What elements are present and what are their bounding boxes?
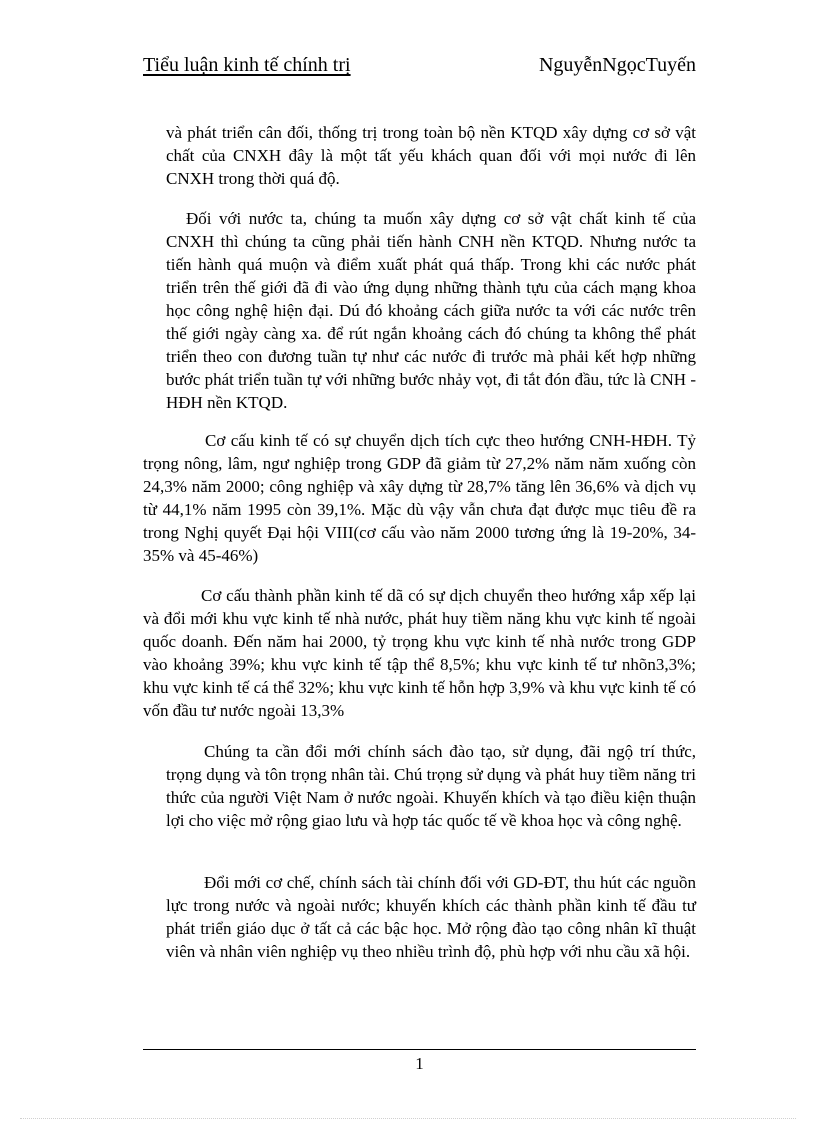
author-name: NguyễnNgọcTuyến — [538, 54, 696, 76]
footer-divider — [143, 1049, 696, 1050]
page-number: 1 — [415, 1054, 424, 1073]
paragraph: và phát triển cân đối, thống trị trong toàn bộ nền KTQD xây dựng cơ sở vật chất của CNXH đây là một tất yếu khách quan đối với mọi nước đi lên CNXH trong thời quá độ. — [166, 123, 696, 188]
paragraph: Chúng ta cần đổi mới chính sách đào tạo, sử dụng, đãi ngộ trí thức, trọng dụng và tôn trọng nhân tài. Chú trọng sử dụng và phát huy tiềm năng tri thức của người Việt Nam ở nước ngoài. Khuyến khích và tạo điều kiện thuận lợi cho việc mở rộng giao lưu và hợp tác quốc tế về khoa học và công nghệ. — [166, 742, 696, 830]
document-title: Tiểu luận kinh tế chính trị — [143, 54, 351, 76]
paragraph: Đối với nước ta, chúng ta muốn xây dựng cơ sở vật chất kinh tế của CNXH thì chúng ta cũng phải tiến hành CNH nền KTQD. Nhưng nước ta tiến hành quá muộn và điểm xuất phát quá thấp. Trong khi các nước phát triển trên thế giới đã đi vào ứng dụng những thành tựu của cách mạng khoa học công nghệ hiện đại. Dú đó khoảng cách giữa nước ta với các nước trên thế giới ngày càng xa. để rút ngắn khoảng cách đó chúng ta không thể phát triển theo con đương tuần tự như các nước đi trước mà phải kết hợp những bước phát triển tuần tự với những bước nhảy vọt, đi tắt đón đầu, tức là CNH - HĐH nền KTQD. — [166, 209, 696, 412]
paragraph: Cơ cấu kinh tế có sự chuyển dịch tích cực theo hướng CNH-HĐH. Tỷ trọng nông, lâm, ngư nghiệp trong GDP đã giảm từ 27,2% năm năm xuống còn 24,3% năm 2000; công nghiệp và xây dựng từ 28,7% tăng lên 36,6% và dịch vụ từ 44,1% năm 1995 còn 39,1%. Mặc dù vậy vẫn chưa đạt được mục tiêu đề ra trong Nghị quyết Đại hội VIII(cơ cấu vào năm 2000 tương ứng là 19-20%, 34-35% và 45-46%) — [143, 431, 696, 565]
paragraph: Đổi mới cơ chế, chính sách tài chính đối với GD-ĐT, thu hút các nguồn lực trong nước và ngoài nước; khuyến khích các thành phần kinh tế đầu tư phát triển giáo dục ở tất cả các bậc học. Mở rộng đào tạo công nhân kĩ thuật viên và nhân viên nghiệp vụ theo nhiều trình độ, phù hợp với nhu cầu xã hội. — [166, 873, 696, 961]
page-header — [143, 52, 696, 80]
paragraph: Cơ cấu thành phần kinh tế dã có sự dịch chuyển theo hướng xắp xếp lại và đổi mới khu vực kinh tế nhà nước, phát huy tiềm năng khu vực kinh tế ngoài quốc doanh. Đến năm hai 2000, tỷ trọng khu vực kinh tế nhà nước trong GDP vào khoảng 39%; khu vực kinh tế tập thể 8,5%; khu vực kinh tế tư nhõn3,3%; khu vực kinh tế cá thể 32%; khu vực kinh tế hỗn hợp 3,9% và khu vực kinh tế có vốn đầu tư nước ngoài 13,3% — [143, 586, 696, 720]
page-bottom-edge — [20, 1118, 796, 1119]
